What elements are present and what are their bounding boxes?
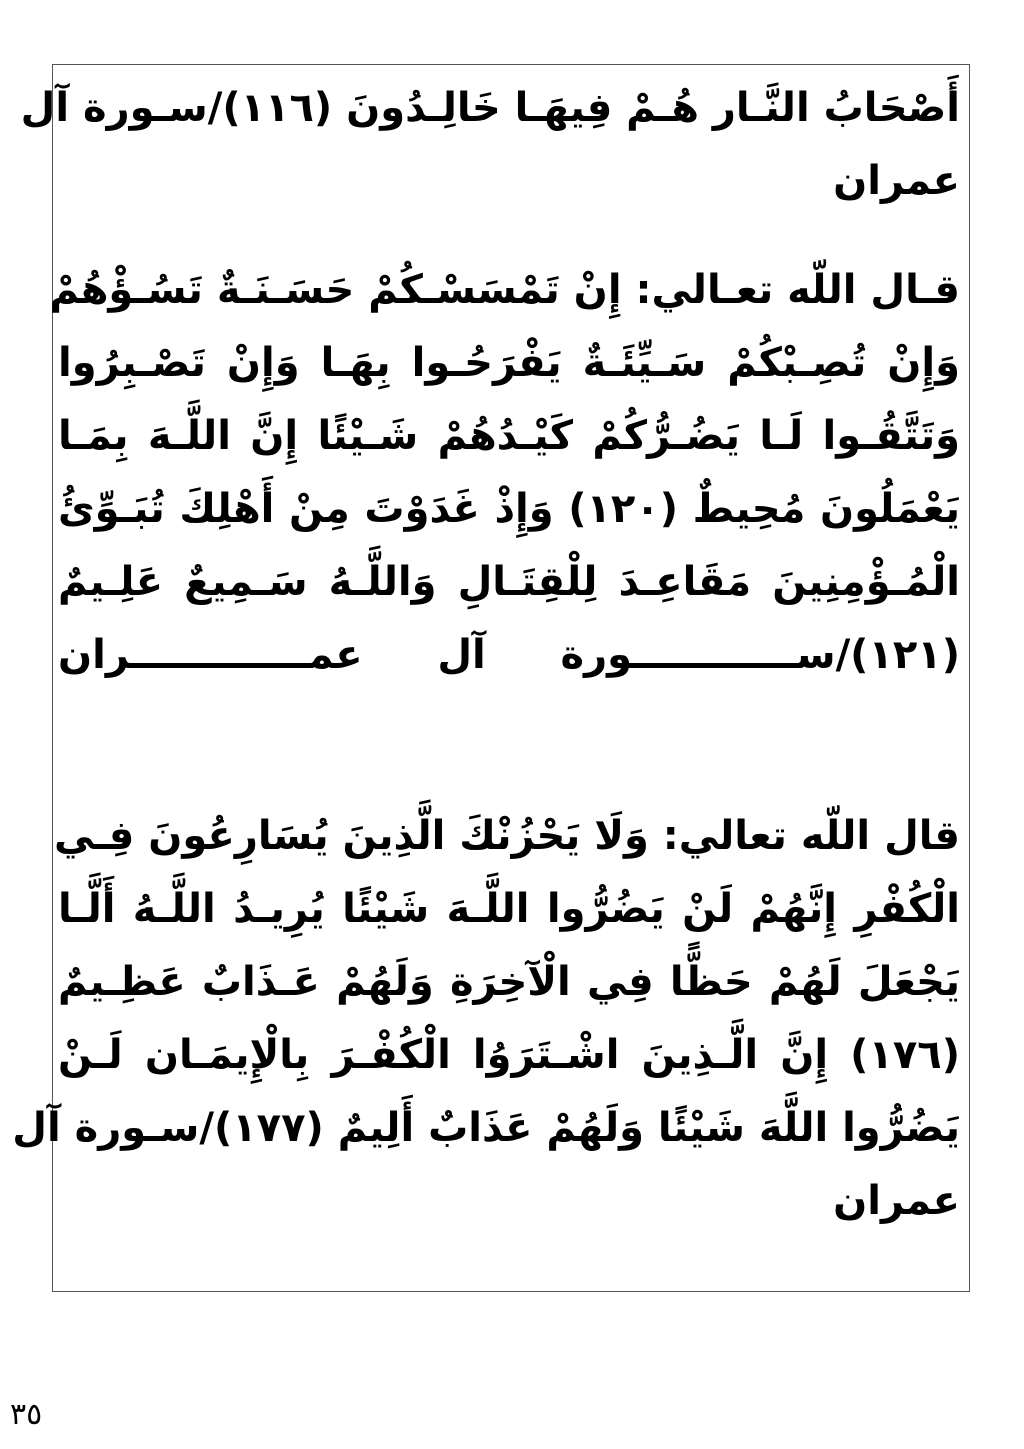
- text-line: عمران: [833, 1178, 960, 1224]
- passage-2: [49, 254, 960, 692]
- text-line: عمران: [833, 158, 960, 204]
- page-number: ٣٥: [10, 1397, 43, 1432]
- text-line: يَضُرُّوا اللَّهَ شَيْئًا وَلَهُمْ عَذَابٌ أَلِيمٌ (١٧٧)/سـورة آل: [12, 1105, 960, 1151]
- text-line: (١٢١)/ســــــــــــورة آل عمـــــــــــــران: [58, 632, 960, 678]
- passage-3: [12, 800, 960, 1238]
- text-line: يَعْمَلُونَ مُحِيطٌ (١٢٠) وَإِذْ غَدَوْتَ مِنْ أَهْلِكَ تُبَـوِّئُ: [58, 486, 960, 532]
- text-line: (١٧٦) إِنَّ الَّـذِينَ اشْـتَرَوُا الْكُفْـرَ بِالْإِيمَـان لَـنْ: [58, 1032, 960, 1078]
- text-line: الْمُـؤْمِنِينَ مَقَاعِـدَ لِلْقِتَـالِ وَاللَّـهُ سَـمِيعٌ عَلِـيمٌ: [58, 559, 960, 605]
- text-line: قـال اللّه تعـالي: إِنْ تَمْسَسْـكُمْ حَسَـنَـةٌ تَسُـؤْهُمْ: [49, 267, 960, 313]
- text-line: أَصْحَابُ النَّـار هُـمْ فِيهَـا خَالِـدُونَ (١١٦)/سـورة آل: [20, 85, 960, 131]
- text-line: قال اللّه تعالي: وَلَا يَحْزُنْكَ الَّذِينَ يُسَارِعُونَ فِـي: [54, 813, 960, 859]
- passage-1: [20, 72, 960, 218]
- text-line: وَتَتَّقُـوا لَـا يَضُـرُّكُمْ كَيْـدُهُمْ شَـيْئًا إِنَّ اللَّـهَ بِمَـا: [58, 413, 960, 459]
- text-line: الْكُفْرِ إِنَّهُمْ لَنْ يَضُرُّوا اللَّـهَ شَيْئًا يُرِيـدُ اللَّـهُ أَلَّـا: [58, 886, 960, 932]
- text-line: وَإِنْ تُصِـبْكُمْ سَـيِّئَـةٌ يَفْرَحُـوا بِهَـا وَإِنْ تَصْـبِرُوا: [58, 340, 960, 386]
- text-line: يَجْعَلَ لَهُمْ حَظًّا فِي الْآخِرَةِ وَلَهُمْ عَـذَابٌ عَظِـيمٌ: [58, 959, 960, 1005]
